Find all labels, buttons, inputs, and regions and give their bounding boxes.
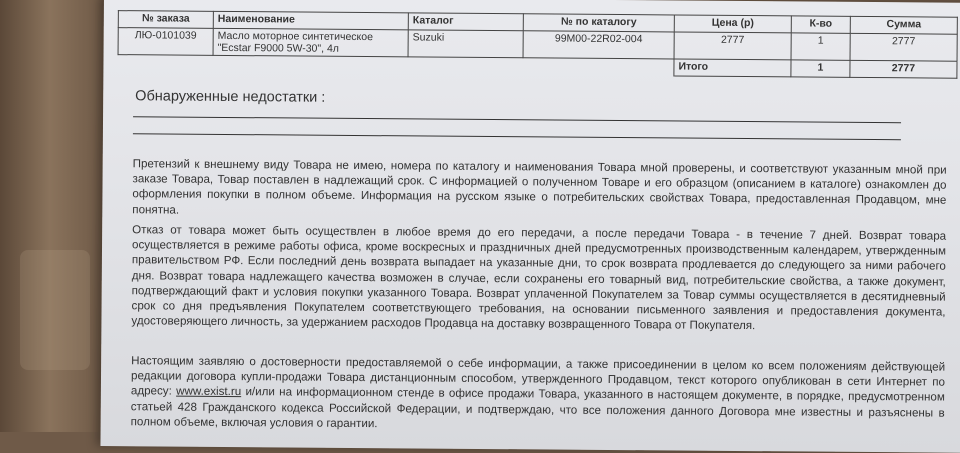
cell-name-line1: Масло моторное синтетическое — [217, 29, 374, 44]
cell-catalog: Suzuki — [408, 30, 523, 58]
header-sum: Сумма — [850, 16, 957, 34]
cell-name — [213, 28, 408, 57]
order-table — [117, 10, 957, 79]
cell-order-no: ЛЮ-0101039 — [118, 28, 213, 56]
defects-line-1 — [133, 116, 901, 123]
cell-name-line2: "Ecstar F9000 5W-30", 4л — [217, 41, 339, 55]
background-surface — [0, 0, 110, 432]
total-qty: 1 — [791, 60, 850, 77]
cell-price: 2777 — [674, 32, 791, 60]
document-sheet — [100, 0, 960, 453]
header-price: Цена (р) — [674, 15, 791, 33]
total-sum: 2777 — [850, 60, 957, 78]
total-spacer — [118, 55, 674, 76]
paragraph-returns: Отказ от товара может быть осуществлен в любое время до его передачи, а после передачи Товара - в течение 7 дней. Возврат товара осуществляется в режиме работы офиса, кроме воскресных и праздничных дней предусмотренных производственным календарем, утвержденным правительством РФ. Если последний день возврата выпадает на указанные дни, то срок возврата продлевается до следующего за ними рабочего дня. Возврат товара надлежащего качества возможен в случае, если сохранены его товарный вид, потребительские свойства, а также документ, подтверждающий факт и условия покупки указанного Товара. Возврат уплаченной Покупателем за Товар суммы осуществляется в десятидневный срок со дня предъявления Покупателем соответствующего требования, на основании письменного заявления и предоставления документа, удостоверяющего личность, за удержанием расходов Продавца на доставку возвращенного Товара от Покупателя. — [131, 223, 947, 333]
website-link[interactable]: www.exist.ru — [176, 384, 242, 399]
header-qty: К-во — [791, 16, 850, 33]
header-name: Наименование — [213, 11, 408, 30]
header-catalog-no: № по каталогу — [523, 14, 674, 32]
agreement-text-2: и/или на информационном стенде в офисе продажи Товара, указанного в настоящем документе, в порядке, предусмотренном статьей 428 Гражданского кодекса Российской Федерации, и подтверждаю, что все положения данного Договора мне известны и разъяснены в полном объеме, включая условия о гарантии. — [130, 385, 945, 430]
header-order-no: № заказа — [118, 11, 213, 29]
paragraph-agreement — [131, 353, 946, 435]
header-catalog: Каталог — [408, 13, 523, 31]
total-label: Итого — [674, 59, 791, 77]
cell-catalog-no: 99M00-22R02-004 — [523, 31, 674, 59]
agreement-text-1: Настоящим заявляю о достоверности предоставляемой о себе информации, а также присоединении в целом ко всем положениям действующей редакции договора купли-продажи Товара дистанционным способом, утвержденного Продавцом, текст которого опубликован в сети Интернет по адресу: — [130, 354, 946, 398]
cell-sum: 2777 — [850, 33, 957, 61]
paragraph-claims: Претензий к внешнему виду Товара не имею, номера по каталогу и наименования Товара мной проверены, и соответствуют указанным мной при заказе Товара, Товар поставлен в надлежащий срок. С информацией о полученном Товаре и его образцом (описанием в каталоге) ознакомлен до оформления покупки в полном объеме. Информация на русском языке о потребительских свойствах Товара, предоставленная Продавцом, мне понятна. — [132, 157, 947, 217]
defects-line-2 — [133, 133, 901, 140]
cell-qty: 1 — [791, 33, 850, 60]
defects-label: Обнаруженные недостатки : — [135, 88, 326, 106]
